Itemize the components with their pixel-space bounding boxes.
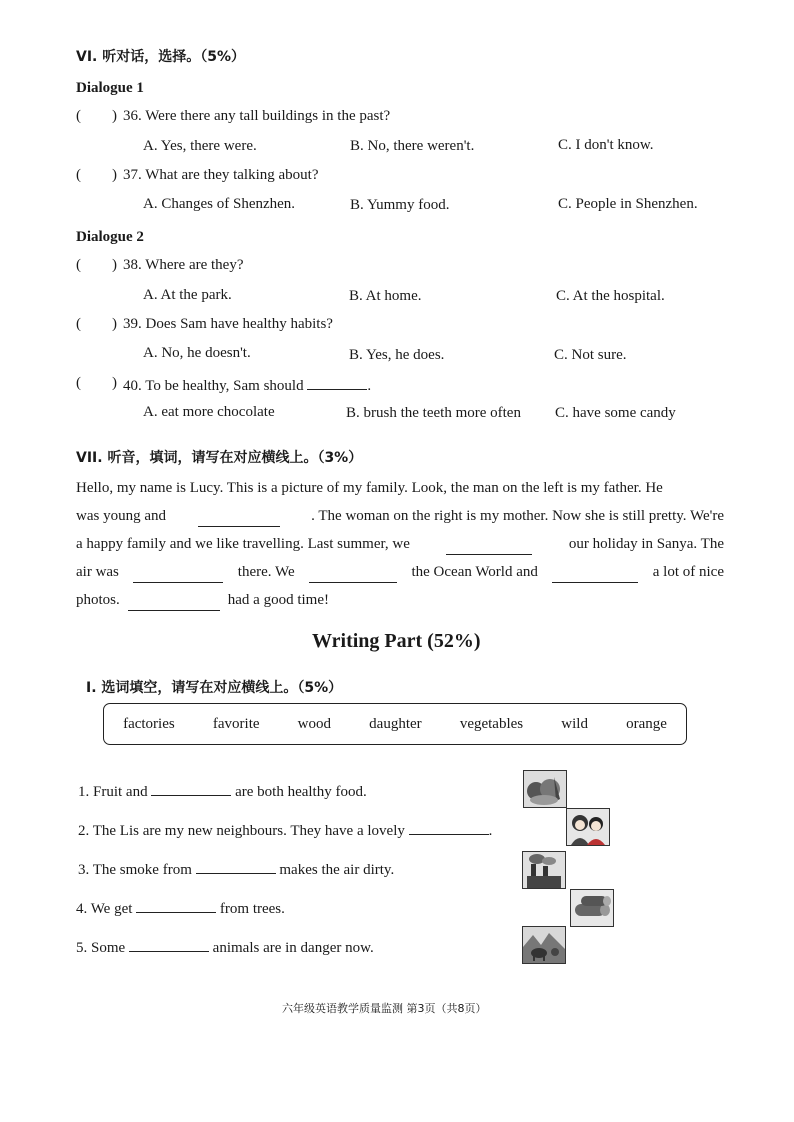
fill-sentence-4 <box>76 898 285 918</box>
q39-option-b: B. Yes, he does. <box>349 347 445 363</box>
answer-paren-close-38: ) <box>112 257 117 273</box>
listening-passage <box>76 474 724 614</box>
passage-line-2 <box>76 502 724 530</box>
page-footer: 六年级英语教学质量监测 第3页（共8页） <box>282 1002 487 1015</box>
sentence-5-blank[interactable] <box>129 937 209 952</box>
passage-blank-5[interactable] <box>552 568 638 583</box>
q40-option-b: B. brush the teeth more often <box>346 405 521 421</box>
sentence-1-pre: 1. Fruit and <box>78 784 148 800</box>
passage-line-3 <box>76 530 724 558</box>
passage-text-2a: was young and <box>76 508 166 524</box>
passage-text-3b: our holiday in Sanya. The <box>568 536 724 552</box>
sentence-3-post: makes the air dirty. <box>279 862 395 878</box>
q37-option-a: A. Changes of Shenzhen. <box>143 196 296 212</box>
sentence-4-post: from trees. <box>219 901 285 917</box>
answer-paren-close-40: ) <box>112 375 117 391</box>
question-36: 36. Were there any tall buildings in the past? <box>123 108 391 124</box>
passage-text-1: Hello, my name is Lucy. This is a picture of my family. Look, the man on the left is my father. He <box>76 480 663 496</box>
passage-text-5b: had a good time! <box>227 592 329 608</box>
q36-option-c: C. I don't know. <box>558 137 654 153</box>
sentence-5-pre: 5. Some <box>76 940 126 956</box>
sentence-1-post: are both healthy food. <box>235 784 367 800</box>
passage-text-4a: air was <box>76 564 119 580</box>
question-37: 37. What are they talking about? <box>123 167 319 183</box>
sentence-2-blank[interactable] <box>409 820 489 835</box>
question-38: 38. Where are they? <box>123 257 244 273</box>
word-bank-item: vegetables <box>459 715 524 732</box>
q37-option-c: C. People in Shenzhen. <box>558 196 698 212</box>
answer-paren-40[interactable]: ( <box>76 375 81 391</box>
writing-part-title: Writing Part (52%) <box>312 630 481 652</box>
wild-animals-picture-icon <box>522 926 566 964</box>
word-bank-item: favorite <box>212 715 260 732</box>
section-7-title: VII. 听音，填词，请写在对应横线上。（3%） <box>76 450 363 466</box>
dialogue-1-label: Dialogue 1 <box>76 80 144 96</box>
q39-option-a: A. No, he doesn't. <box>143 345 251 361</box>
word-bank-item: daughter <box>369 715 422 732</box>
answer-paren-close-37: ) <box>112 167 117 183</box>
fill-sentence-2 <box>78 820 492 840</box>
passage-text-3a: a happy family and we like travelling. Last summer, we <box>76 536 410 552</box>
q38-option-a: A. At the park. <box>143 287 232 303</box>
passage-blank-2[interactable] <box>446 540 532 555</box>
answer-paren-38[interactable]: ( <box>76 257 81 273</box>
wood-logs-picture-icon <box>570 889 614 927</box>
passage-blank-6[interactable] <box>128 596 220 611</box>
family-picture-icon <box>566 808 610 846</box>
passage-line-4 <box>76 558 724 586</box>
writing-section-1-title: I. 选词填空，请写在对应横线上。（5%） <box>86 680 343 696</box>
sentence-5-post: animals are in danger now. <box>212 940 374 956</box>
word-bank-item: wild <box>561 715 588 732</box>
q40-option-a: A. eat more chocolate <box>143 404 275 420</box>
question-40 <box>123 375 371 395</box>
answer-paren-36[interactable]: ( <box>76 108 81 124</box>
factory-smoke-picture-icon <box>522 851 566 889</box>
sentence-3-blank[interactable] <box>196 859 276 874</box>
question-40-blank[interactable] <box>307 375 367 390</box>
question-40-text: 40. To be healthy, Sam should <box>123 378 304 394</box>
q37-option-b: B. Yummy food. <box>350 197 450 213</box>
q38-option-b: B. At home. <box>349 288 422 304</box>
question-39: 39. Does Sam have healthy habits? <box>123 316 333 332</box>
sentence-4-pre: 4. We get <box>76 901 133 917</box>
fill-sentence-1 <box>78 781 367 801</box>
passage-text-4b: there. We <box>237 564 295 580</box>
dialogue-2-label: Dialogue 2 <box>76 229 144 245</box>
passage-line-5 <box>76 586 724 614</box>
vegetables-picture-icon <box>523 770 567 808</box>
word-bank-item: orange <box>626 715 667 732</box>
fill-sentence-3 <box>78 859 394 879</box>
fill-sentence-5 <box>76 937 374 957</box>
passage-line-1 <box>76 474 724 502</box>
word-bank-item: factories <box>123 715 175 732</box>
passage-blank-1[interactable] <box>198 512 280 527</box>
passage-text-5a: photos. <box>76 592 120 608</box>
section-6-title: VI. 听对话，选择。（5%） <box>76 49 246 65</box>
answer-paren-close-36: ) <box>112 108 117 124</box>
sentence-3-pre: 3. The smoke from <box>78 862 192 878</box>
word-bank <box>103 703 687 745</box>
word-bank-item: wood <box>297 715 332 732</box>
q36-option-b: B. No, there weren't. <box>350 138 475 154</box>
passage-blank-4[interactable] <box>309 568 397 583</box>
q36-option-a: A. Yes, there were. <box>143 138 257 154</box>
sentence-4-blank[interactable] <box>136 898 216 913</box>
passage-text-4d: a lot of nice <box>652 564 724 580</box>
q40-option-c: C. have some candy <box>555 405 676 421</box>
q39-option-c: C. Not sure. <box>554 347 627 363</box>
answer-paren-37[interactable]: ( <box>76 167 81 183</box>
answer-paren-close-39: ) <box>112 316 117 332</box>
sentence-1-blank[interactable] <box>151 781 231 796</box>
q38-option-c: C. At the hospital. <box>556 288 665 304</box>
sentence-2-pre: 2. The Lis are my new neighbours. They have a lovely <box>78 823 405 839</box>
passage-text-4c: the Ocean World and <box>411 564 538 580</box>
passage-text-2b: . The woman on the right is my mother. Now she is still pretty. We're <box>311 508 724 524</box>
sentence-2-post: . <box>488 823 493 839</box>
answer-paren-39[interactable]: ( <box>76 316 81 332</box>
question-40-period: . <box>367 378 372 394</box>
passage-blank-3[interactable] <box>133 568 223 583</box>
